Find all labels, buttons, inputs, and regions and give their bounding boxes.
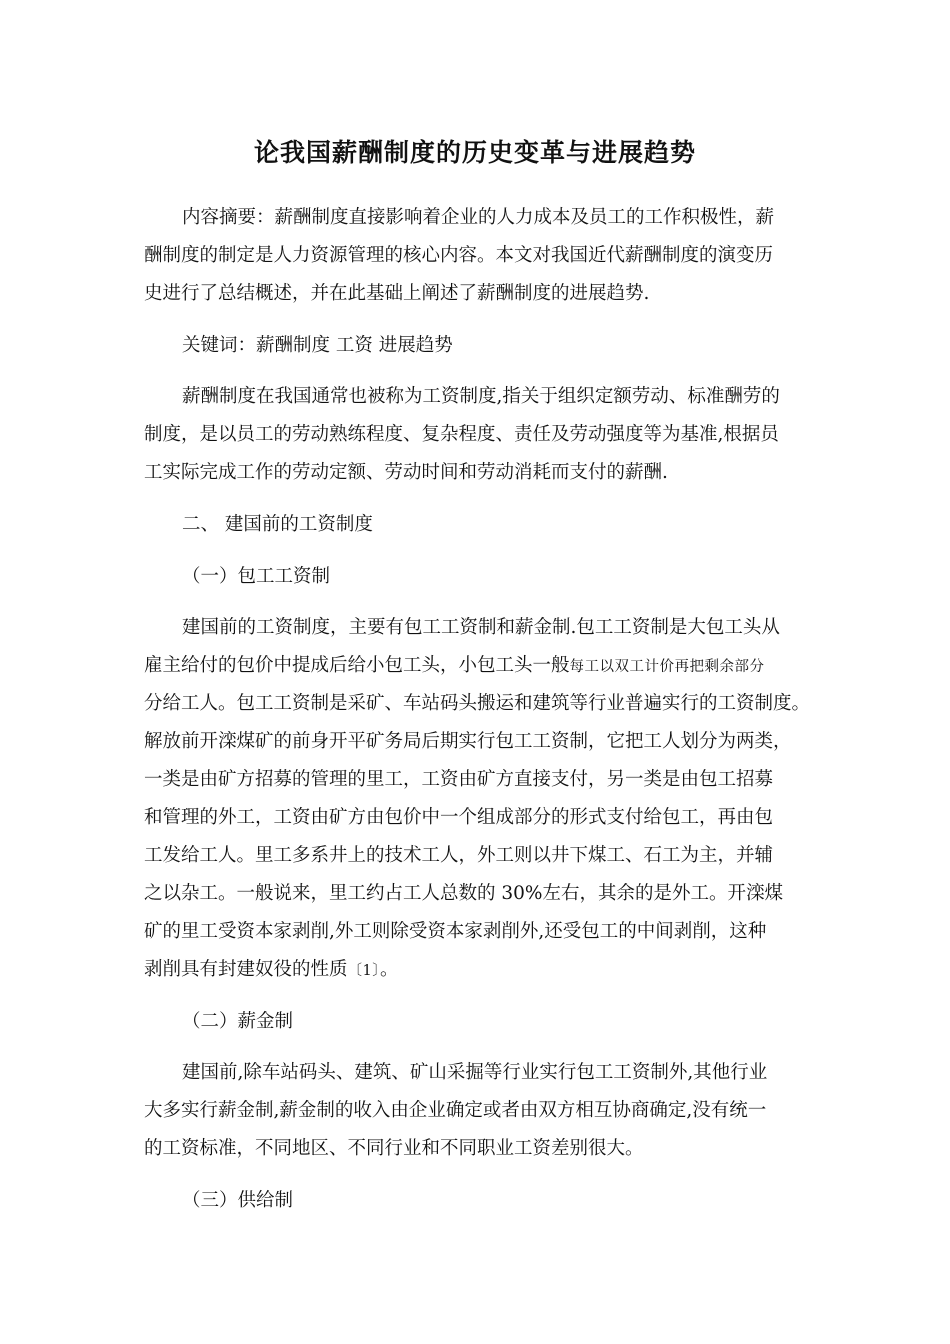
abstract-line-3: 史进行了总结概述，并在此基础上阐述了薪酬制度的进展趋势.	[144, 283, 650, 304]
sub1-line-2-text: 雇主给付的包价中提成后给小包工头，小包工头一般	[144, 655, 570, 676]
abstract-line-2: 酬制度的制定是人力资源管理的核心内容。本文对我国近代薪酬制度的演变历	[144, 245, 774, 266]
sub2-line-3: 的工资标准，不同地区、不同行业和不同职业工资差别很大。	[144, 1138, 644, 1159]
sub1-line-4: 解放前开滦煤矿的前身开平矿务局后期实行包工工资制，它把工人划分为两类，	[144, 731, 792, 752]
intro-line-1: 薪酬制度在我国通常也被称为工资制度,指关于组织定额劳动、标准酬劳的	[182, 386, 780, 407]
sub1-line-1: 建国前的工资制度，主要有包工工资制和薪金制.包工工资制是大包工头从	[182, 617, 780, 638]
subsection-1-heading: （一）包工工资制	[182, 566, 331, 587]
intro-line-2: 制度，是以员工的劳动熟练程度、复杂程度、责任及劳动强度等为基准,根据员	[144, 424, 779, 445]
sub1-line-9: 矿的里工受资本家剥削,外工则除受资本家剥削外,还受包工的中间剥削，这种	[144, 921, 767, 942]
keywords-line: 关键词：薪酬制度 工资 进展趋势	[182, 335, 453, 356]
sub1-line-8: 之以杂工。一般说来，里工约占工人总数的 30%左右，其余的是外工。开滦煤	[144, 883, 784, 904]
sub1-line-6: 和管理的外工，工资由矿方由包价中一个组成部分的形式支付给包工，再由包	[144, 807, 774, 828]
sub1-line-10-end: 。	[380, 959, 399, 980]
sub1-line-2	[144, 653, 765, 680]
sub2-line-2: 大多实行薪金制,薪金制的收入由企业确定或者由双方相互协商确定,没有统一	[144, 1100, 767, 1121]
sub1-line-2-small-text: 每工以双工计价再把剩余部分	[569, 659, 765, 675]
subsection-2-heading: （二）薪金制	[182, 1011, 294, 1032]
citation-ref-1: 〔1〕	[347, 963, 380, 979]
sub2-line-1: 建国前,除车站码头、建筑、矿山采掘等行业实行包工工资制外,其他行业	[182, 1062, 768, 1083]
sub1-line-7: 工发给工人。里工多系井上的技术工人，外工则以井下煤工、石工为主，并辅	[144, 845, 774, 866]
sub1-line-10-text: 剥削具有封建奴役的性质	[144, 959, 348, 980]
sub1-line-3: 分给工人。包工工资制是采矿、车站码头搬运和建筑等行业普遍实行的工资制度。	[144, 693, 811, 714]
sub1-line-10	[144, 957, 399, 984]
subsection-3-heading: （三）供给制	[182, 1190, 294, 1211]
section-heading: 二、 建国前的工资制度	[182, 514, 373, 535]
document-title: 论我国薪酬制度的历史变革与进展趋势	[253, 138, 696, 167]
intro-line-3: 工实际完成工作的劳动定额、劳动时间和劳动消耗而支付的薪酬.	[144, 462, 668, 483]
sub1-line-5: 一类是由矿方招募的管理的里工，工资由矿方直接支付，另一类是由包工招募	[144, 769, 774, 790]
abstract-line-1: 内容摘要：薪酬制度直接影响着企业的人力成本及员工的工作积极性，薪	[182, 207, 775, 228]
